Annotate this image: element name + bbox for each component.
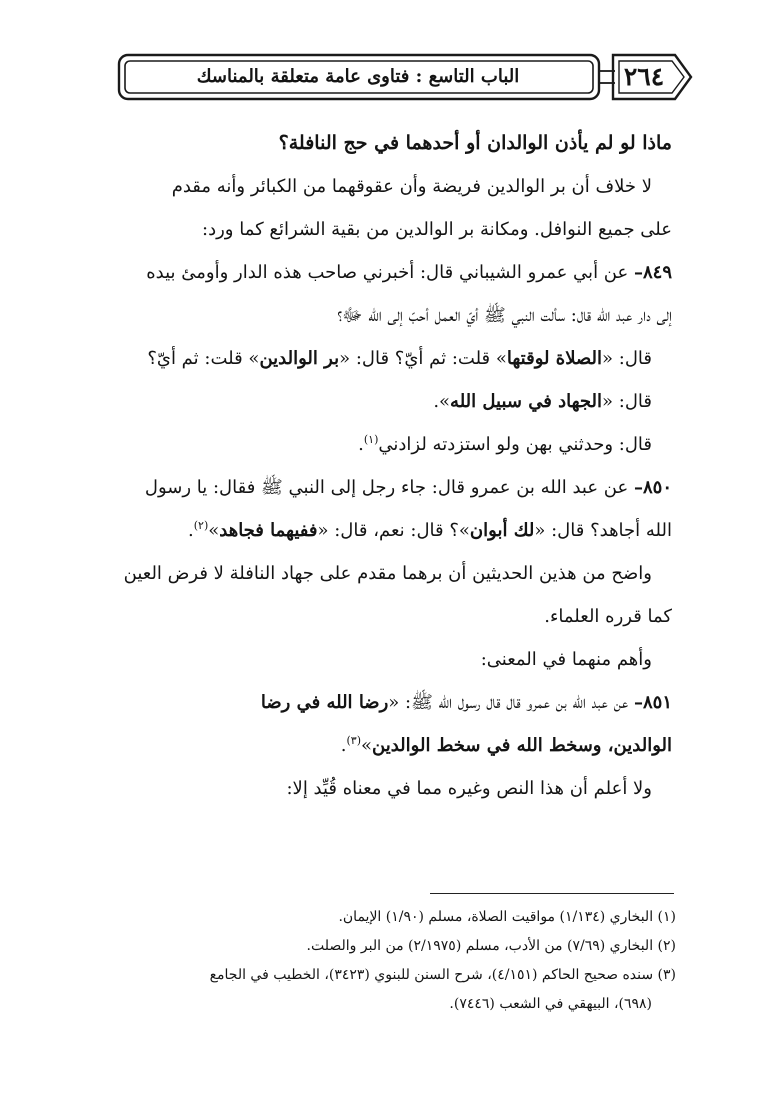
prophetic-quote: الجهاد في سبيل الله — [450, 391, 603, 412]
paragraph-line: كما قرره العلماء. — [544, 606, 672, 627]
hadith-text: قال: « — [602, 391, 652, 412]
hadith-849-line — [72, 251, 672, 294]
hadith-text: عن أبي عمرو الشيباني قال: أخبرني صاحب هذه الدار وأومئ بيده — [146, 262, 629, 283]
hadith-text: » قلت: ثم أيّ؟ قال: « — [339, 348, 507, 369]
hadith-number: ٨٤٩– — [633, 262, 672, 283]
footnotes — [72, 903, 676, 1019]
footnote-divider — [430, 893, 674, 894]
hadith-850-line — [72, 466, 672, 509]
hadith-text: . — [187, 520, 194, 541]
page-header — [117, 53, 693, 101]
hadith-849-line: إلى دار عبد الله قال: سألت النبي ﷺ أيّ العمل أحبّ إلى الله ﷻ؟ — [337, 305, 672, 326]
footnote-reference: (٣) — [346, 734, 361, 747]
hadith-text: عن عبد الله بن عمرو قال قال رسول الله ﷺ: « — [388, 692, 629, 713]
footnote: (١) البخاري (١/١٣٤) مواقيت الصلاة، مسلم (١/٩٠) الإيمان. — [338, 909, 676, 925]
prophetic-quote: الوالدين، وسخط الله في سخط الوالدين — [372, 735, 672, 756]
hadith-text: » قلت: ثم أيّ؟ — [147, 348, 260, 369]
hadith-text: » — [208, 520, 220, 541]
hadith-text: قال: « — [602, 348, 652, 369]
hadith-849-dialogue — [72, 380, 672, 423]
page-number: ٢٦٤ — [623, 62, 665, 91]
hadith-text: الله أجاهد؟ قال: « — [534, 520, 672, 541]
hadith-number: ٨٥١– — [633, 692, 672, 713]
hadith-849-dialogue — [72, 423, 672, 466]
prophetic-quote: ففيهما فجاهد — [219, 520, 318, 541]
prophetic-quote: لك أبوان — [469, 520, 535, 541]
hadith-text: » — [361, 735, 373, 756]
hadith-850-line — [72, 509, 672, 552]
hadith-text: ». — [433, 391, 451, 412]
hadith-number: ٨٥٠– — [633, 477, 672, 498]
paragraph-line: ولا أعلم أن هذا النص وغيره مما في معناه قُيِّد إلا: — [286, 778, 652, 799]
footnote-reference: (١) — [363, 433, 379, 446]
hadith-849-dialogue — [72, 337, 672, 380]
question-heading: ماذا لو لم يأذن الوالدان أو أحدهما في حج النافلة؟ — [278, 132, 672, 154]
paragraph-line: لا خلاف أن بر الوالدين فريضة وأن عقوقهما من الكبائر وأنه مقدم — [171, 176, 652, 197]
main-text — [72, 122, 672, 810]
footnote-reference: (٢) — [193, 519, 209, 532]
hadith-text: »؟ قال: نعم، قال: « — [317, 520, 470, 541]
hadith-text: قال: وحدثني بهن ولو استزدته لزادني — [378, 434, 652, 455]
prophetic-quote: رضا الله في رضا — [260, 692, 389, 713]
footnote: (٦٩٨)، البيهقي في الشعب (٧٤٤٦). — [449, 996, 652, 1012]
hadith-text: . — [358, 434, 364, 455]
hadith-text: عن عبد الله بن عمرو قال: جاء رجل إلى النبي ﷺ فقال: يا رسول — [144, 477, 629, 498]
footnote: (٢) البخاري (٧/٦٩) من الأدب، مسلم (٢/١٩٧٥) من البر والصلت. — [306, 938, 676, 954]
footnote: (٣) سنده صحيح الحاكم (٤/١٥١)، شرح السنن للبنوي (٣٤٢٣)، الخطيب في الجامع — [209, 967, 676, 983]
hadith-text: . — [340, 735, 347, 756]
prophetic-quote: الصلاة لوقتها — [506, 348, 603, 369]
hadith-851-line — [72, 724, 672, 767]
chapter-title: الباب التاسع : فتاوى عامة متعلقة بالمناسك — [196, 66, 520, 87]
paragraph-line: على جميع النوافل. ومكانة بر الوالدين من بقية الشرائع كما ورد: — [202, 219, 672, 240]
hadith-851-line — [72, 681, 672, 724]
paragraph-line: وأهم منهما في المعنى: — [480, 649, 652, 670]
prophetic-quote: بر الوالدين — [259, 348, 340, 369]
paragraph-line: واضح من هذين الحديثين أن برهما مقدم على جهاد النافلة لا فرض العين — [123, 563, 652, 584]
